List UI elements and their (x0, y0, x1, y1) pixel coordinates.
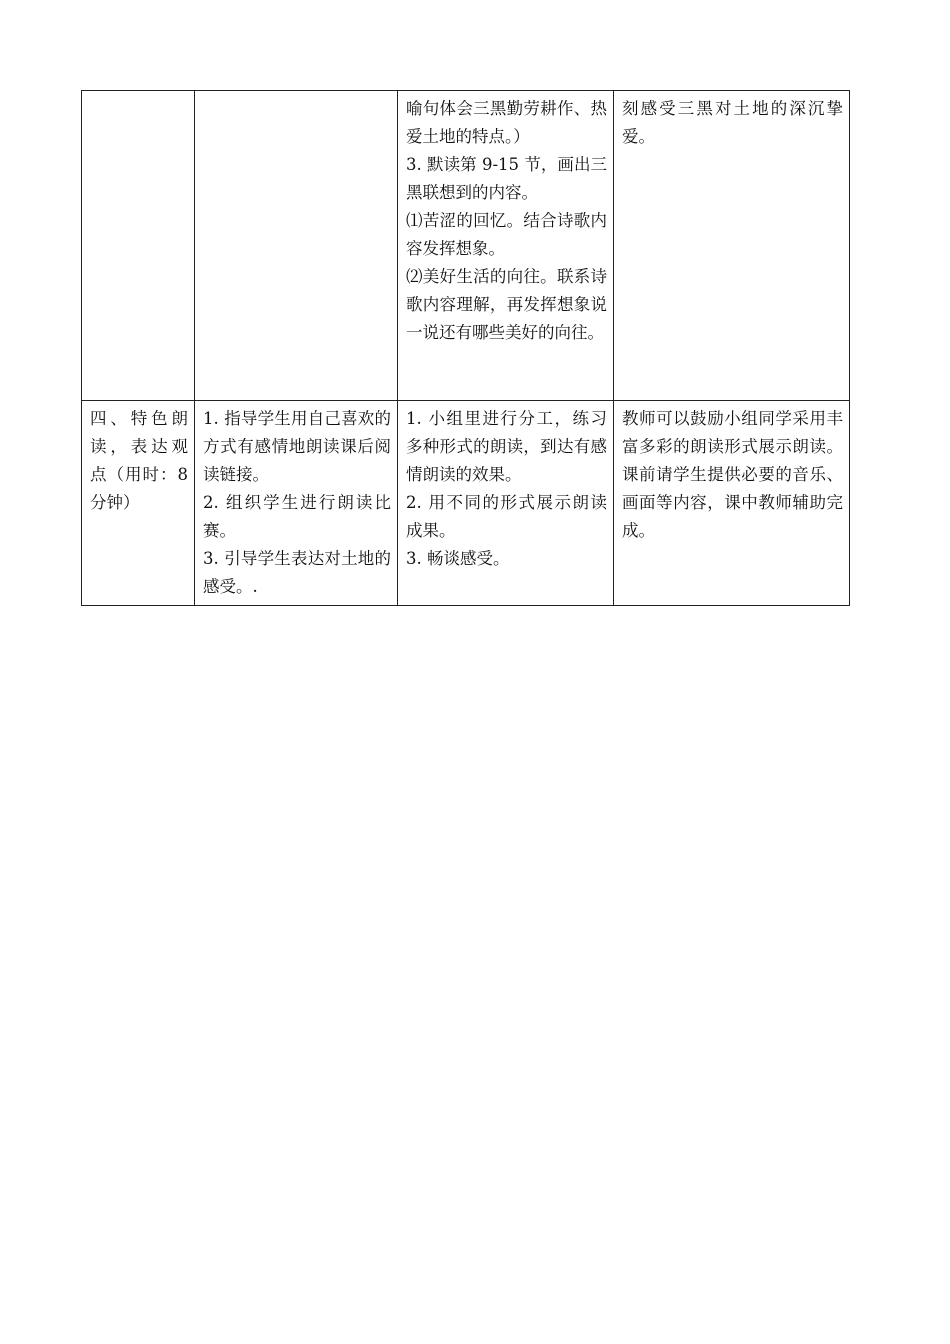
stage-cell (82, 91, 195, 401)
student-activity-line: 喻句体会三黑勤劳耕作、热爱土地的特点。） (406, 99, 607, 146)
notes-line: 教师可以鼓励小组同学采用丰富多彩的朗读形式展示朗读。课前请学生提供必要的音乐、画面等内容，课中教师辅助完成。 (622, 409, 843, 540)
teacher-activity-line: 2. 组织学生进行朗读比赛。 (203, 493, 391, 540)
student-activity-line: 3. 默读第 9-15 节，画出三黑联想到的内容。 (406, 155, 607, 202)
teacher-activity-cell (195, 401, 398, 606)
stage-cell (82, 401, 195, 606)
student-activity-line: 2. 用不同的形式展示朗读成果。 (406, 493, 607, 540)
student-activity-cell (398, 91, 614, 401)
student-activity-line: 3. 畅谈感受。 (406, 549, 510, 568)
table-row (82, 91, 850, 401)
teacher-activity-line: 3. 引导学生表达对土地的感受。. (203, 549, 391, 596)
lesson-plan-table (81, 90, 850, 606)
student-activity-line: ⑴苦涩的回忆。结合诗歌内容发挥想象。 (406, 211, 607, 258)
notes-cell (614, 91, 850, 401)
student-activity-line: 1. 小组里进行分工，练习多种形式的朗读，到达有感情朗读的效果。 (406, 409, 607, 484)
teacher-activity-cell (195, 91, 398, 401)
student-activity-cell (398, 401, 614, 606)
notes-line: 刻感受三黑对土地的深沉挚爱。 (622, 99, 843, 146)
stage-title: 四、特色朗读，表达观点（用时：8 分钟） (90, 409, 188, 512)
teacher-activity-line: 1. 指导学生用自己喜欢的方式有感情地朗读课后阅读链接。 (203, 409, 391, 484)
notes-cell (614, 401, 850, 606)
student-activity-line: ⑵美好生活的向往。联系诗歌内容理解，再发挥想象说一说还有哪些美好的向往。 (406, 267, 607, 342)
table-row (82, 401, 850, 606)
